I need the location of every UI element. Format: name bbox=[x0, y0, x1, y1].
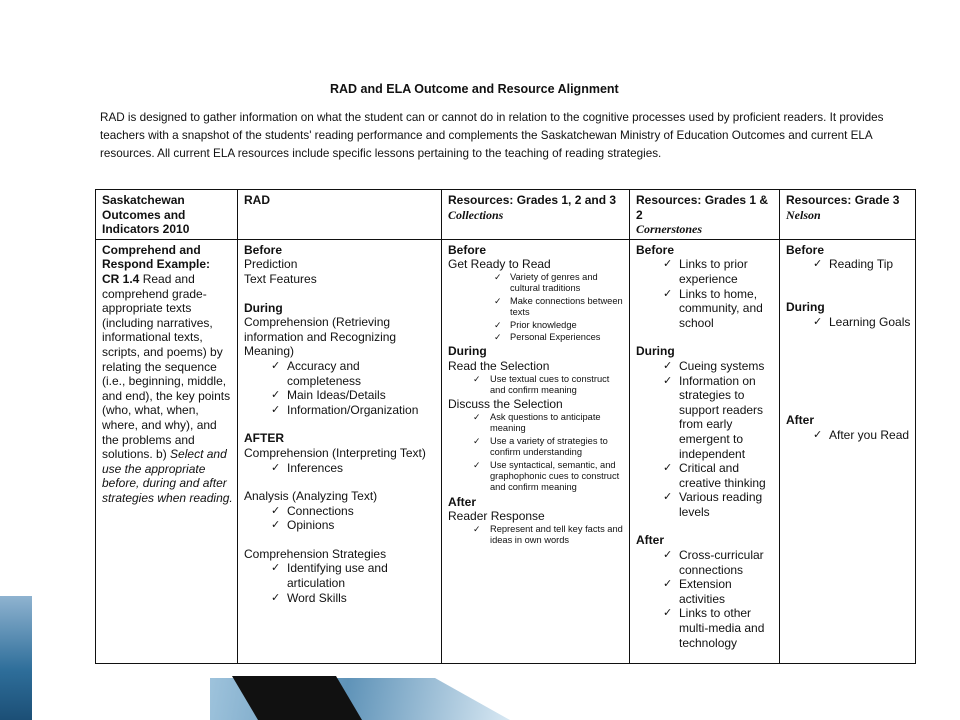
cornerstones-after-list bbox=[636, 548, 775, 650]
document-title: RAD and ELA Outcome and Resource Alignment bbox=[330, 82, 619, 96]
intro-paragraph: RAD is designed to gather information on what the student can or cannot do in relation to the cognitive processes used by proficient readers. It provides teachers with a snapshot of the students' reading performance and complements the Saskatchewan Ministry of Education Outcomes and current ELA resources. All current ELA resources include specific lessons pertaining to the teaching of reading strategies. bbox=[100, 111, 884, 161]
rad-after-list bbox=[244, 461, 437, 476]
list-item: ✓ Prior knowledge bbox=[448, 320, 625, 331]
slide-corner-decoration bbox=[0, 596, 32, 720]
rad-analysis-intro: Analysis (Analyzing Text) bbox=[244, 489, 378, 504]
list-item: ✓ Identifying use and articulation bbox=[244, 561, 437, 590]
rad-strategies-list bbox=[244, 561, 437, 605]
cornerstones-before-heading: Before bbox=[636, 242, 675, 257]
outcome-italic: Select and use the appropriate before, during and after strategies when reading. bbox=[102, 447, 233, 505]
collections-during-heading: During bbox=[448, 344, 487, 359]
rad-analysis-list bbox=[244, 504, 437, 533]
nelson-before-heading: Before bbox=[786, 242, 825, 257]
header-collections-name: Collections bbox=[448, 207, 504, 222]
header-nelson-name: Nelson bbox=[786, 207, 821, 222]
cornerstones-cell bbox=[630, 239, 780, 663]
cornerstones-during-list bbox=[636, 359, 775, 520]
cornerstones-during-heading: During bbox=[636, 344, 675, 359]
rad-before-heading: Before bbox=[244, 242, 283, 257]
rad-after-intro: Comprehension (Interpreting Text) bbox=[244, 445, 426, 460]
list-item: ✓ Inferences bbox=[244, 461, 437, 476]
list-item: ✓ Accuracy and completeness bbox=[244, 359, 437, 388]
collections-response-list bbox=[448, 524, 625, 547]
list-item: ✓ Represent and tell key facts and ideas in own words bbox=[448, 524, 625, 547]
collections-discuss: Discuss the Selection bbox=[448, 397, 563, 412]
nelson-cell bbox=[780, 239, 916, 663]
rad-cell bbox=[238, 239, 442, 663]
list-item: ✓ Use syntactical, semantic, and graphophonic cues to construct and confirm meaning bbox=[448, 460, 625, 494]
list-item: ✓ Word Skills bbox=[244, 591, 437, 606]
list-item: ✓ Cross-curricular connections bbox=[636, 548, 775, 577]
table-header-row bbox=[96, 190, 916, 240]
table-body-row bbox=[96, 239, 916, 663]
nelson-during-list bbox=[786, 315, 911, 330]
header-outcomes: Saskatchewan Outcomes and Indicators 2010 bbox=[96, 190, 238, 240]
list-item: ✓ Information on strategies to support readers from early emergent to independent bbox=[636, 374, 775, 462]
list-item: ✓ Connections bbox=[244, 504, 437, 519]
rad-after-heading: AFTER bbox=[244, 431, 284, 446]
list-item: ✓ Links to home, community, and school bbox=[636, 287, 775, 331]
cornerstones-before-list bbox=[636, 257, 775, 330]
collections-before-heading: Before bbox=[448, 242, 487, 257]
nelson-before-list bbox=[786, 257, 911, 272]
list-item: ✓ Links to prior experience bbox=[636, 257, 775, 286]
header-nelson-label: Resources: Grade 3 bbox=[786, 193, 900, 207]
header-nelson bbox=[780, 190, 916, 240]
header-cornerstones-label: Resources: Grades 1 & 2 bbox=[636, 193, 769, 222]
list-item: ✓ Personal Experiences bbox=[448, 332, 625, 343]
collections-reader-response: Reader Response bbox=[448, 509, 545, 524]
nelson-after-list bbox=[786, 428, 911, 443]
outcome-body: Read and comprehend grade-appropriate texts (including narratives, informational texts, scripts, and poems) by relating the sequence (i.e., beginning, middle, and end), the key points (who, what, when, where, and why), and the problems and solutions. b) bbox=[102, 271, 231, 462]
header-rad: RAD bbox=[238, 190, 442, 240]
list-item: ✓ Ask questions to anticipate meaning bbox=[448, 412, 625, 435]
collections-discuss-list bbox=[448, 412, 625, 494]
list-item: ✓ Main Ideas/Details bbox=[244, 388, 437, 403]
header-cornerstones bbox=[630, 190, 780, 240]
list-item: ✓ Critical and creative thinking bbox=[636, 461, 775, 490]
list-item: ✓ Learning Goals bbox=[786, 315, 911, 330]
header-collections-label: Resources: Grades 1, 2 and 3 bbox=[448, 193, 617, 207]
rad-strategies-intro: Comprehension Strategies bbox=[244, 546, 387, 561]
outcome-code: CR 1.4 bbox=[102, 271, 140, 286]
collections-after-heading: After bbox=[448, 494, 477, 509]
collections-get-ready-list bbox=[448, 272, 625, 343]
list-item: ✓ Use textual cues to construct and confirm meaning bbox=[448, 374, 625, 397]
rad-during-heading: During bbox=[244, 300, 283, 315]
outcome-heading: Comprehend and Respond Example: bbox=[102, 242, 211, 272]
list-item: ✓ Variety of genres and cultural traditions bbox=[448, 272, 625, 295]
rad-during-intro: Comprehension (Retrieving information and Recognizing Meaning) bbox=[244, 315, 397, 359]
list-item: ✓ Use a variety of strategies to confirm understanding bbox=[448, 436, 625, 459]
outcome-text bbox=[102, 272, 233, 506]
rad-during-list bbox=[244, 359, 437, 417]
collections-cell bbox=[442, 239, 630, 663]
nelson-after-heading: After bbox=[786, 413, 815, 428]
list-item: ✓ Links to other multi-media and technology bbox=[636, 606, 775, 650]
list-item: ✓ Make connections between texts bbox=[448, 296, 625, 319]
list-item: ✓ Cueing systems bbox=[636, 359, 775, 374]
header-collections bbox=[442, 190, 630, 240]
collections-read-list bbox=[448, 374, 625, 397]
cornerstones-after-heading: After bbox=[636, 533, 665, 548]
nelson-during-heading: During bbox=[786, 299, 825, 314]
alignment-table bbox=[95, 189, 916, 664]
list-item: ✓ Extension activities bbox=[636, 577, 775, 606]
collections-read-selection: Read the Selection bbox=[448, 359, 550, 373]
header-cornerstones-name: Cornerstones bbox=[636, 222, 703, 237]
list-item: ✓ Opinions bbox=[244, 518, 437, 533]
collections-get-ready: Get Ready to Read bbox=[448, 257, 551, 272]
rad-before-item: Text Features bbox=[244, 271, 317, 286]
rad-before-item: Prediction bbox=[244, 257, 298, 272]
list-item: ✓ Information/Organization bbox=[244, 403, 437, 418]
outcome-cell bbox=[96, 239, 238, 663]
list-item: ✓ Reading Tip bbox=[786, 257, 911, 272]
list-item: ✓ After you Read bbox=[786, 428, 911, 443]
list-item: ✓ Various reading levels bbox=[636, 490, 775, 519]
